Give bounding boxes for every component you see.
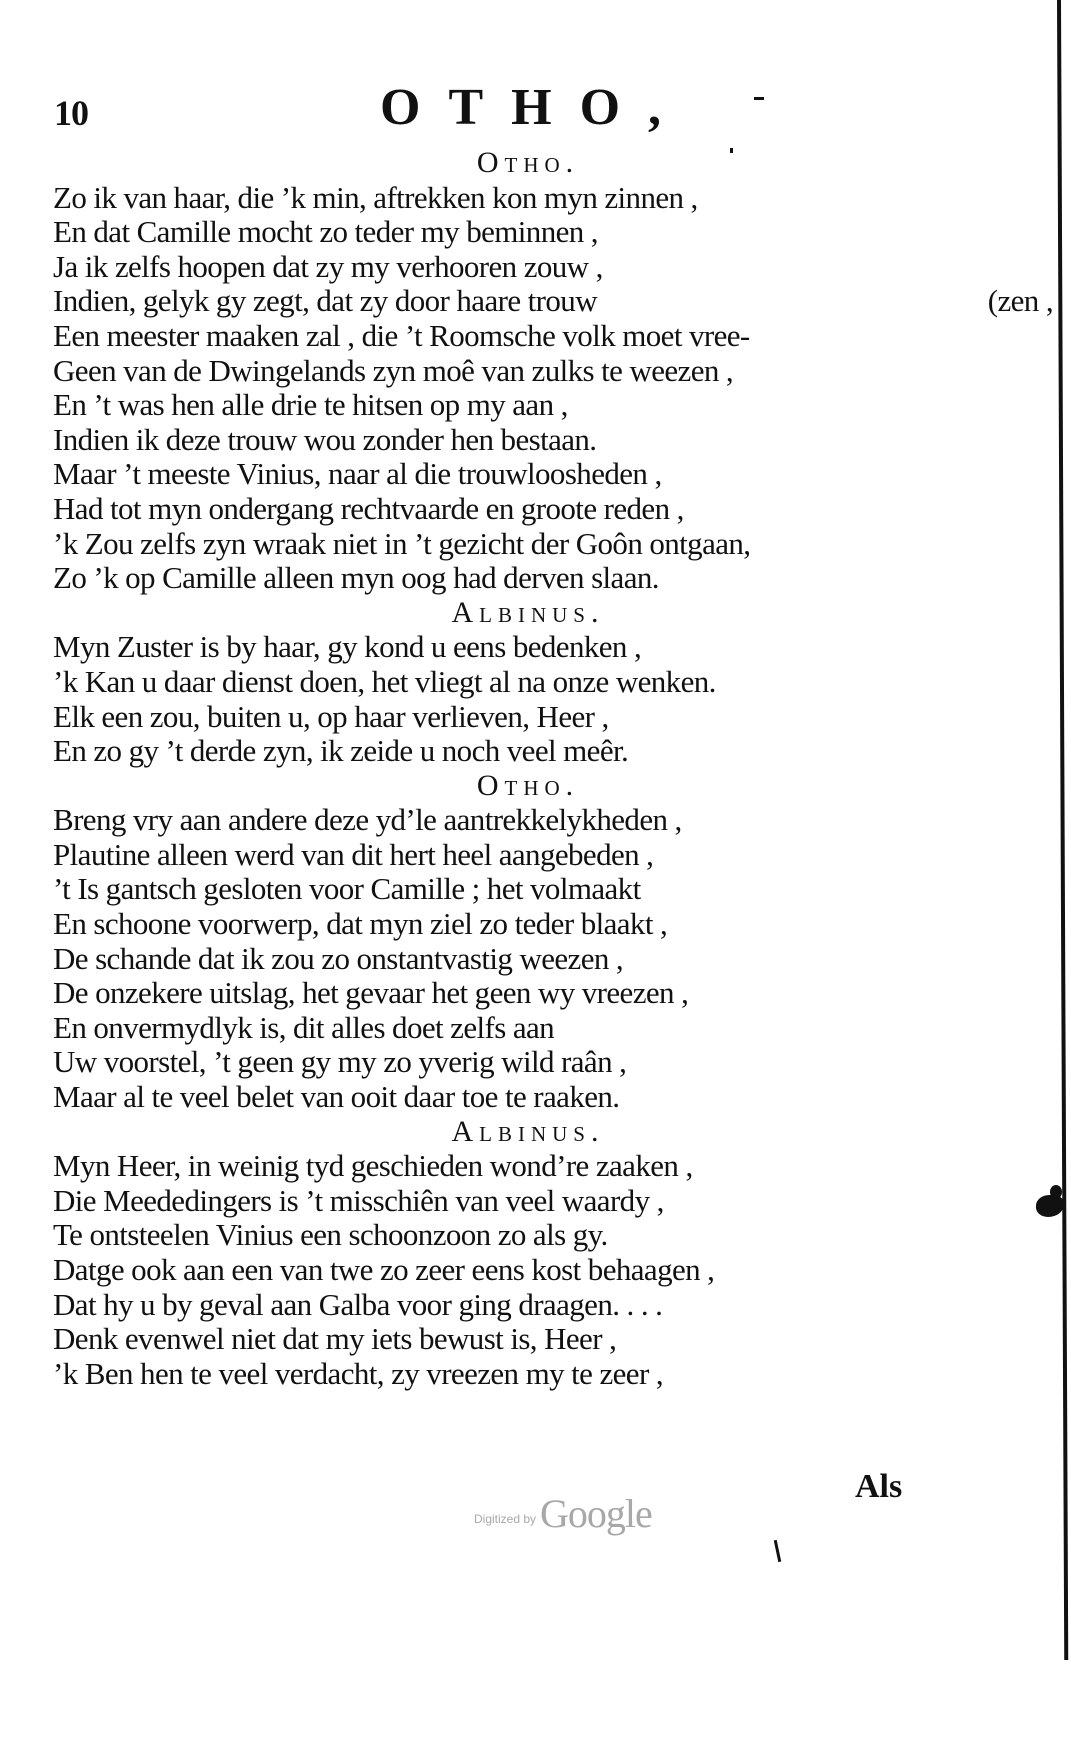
- verse-line: [53, 1218, 1053, 1253]
- verse-text: Te ontsteelen Vinius een schoonzoon zo als gy.: [53, 1217, 608, 1253]
- verse-text: Indien ik deze trouw wou zonder hen bestaan.: [53, 421, 597, 457]
- verse-text: Plautine alleen werd van dit hert heel aangebeden ,: [53, 836, 654, 872]
- verse-line: [53, 284, 1053, 319]
- verse-line: [53, 1357, 1053, 1392]
- speaker-heading: [53, 596, 1003, 631]
- verse-line: [53, 872, 1053, 907]
- verse-line: [53, 700, 1053, 735]
- verse-text: Geen van de Dwingelands zyn moê van zulks te weezen ,: [53, 352, 734, 388]
- verse-turnover: (zen ,: [987, 283, 1053, 319]
- verse-text: ’t Is gantsch gesloten voor Camille ; het volmaakt: [53, 871, 641, 907]
- verse-text: Ja ik zelfs hoopen dat zy my verhooren zouw ,: [53, 248, 603, 284]
- verse-text: En zo gy ’t derde zyn, ik zeide u noch veel meêr.: [53, 733, 629, 769]
- verse-line: [53, 1080, 1053, 1115]
- verse-text: Myn Heer, in weinig tyd geschieden wond’re zaaken ,: [53, 1148, 693, 1184]
- verse-text: En ’t was hen alle drie te hitsen op my aan ,: [53, 387, 568, 423]
- verse-text: Datge ook aan een van twe zo zeer eens kost behaagen ,: [53, 1252, 715, 1287]
- verse-line: [53, 1253, 1053, 1288]
- verse-line: [53, 181, 1053, 216]
- verse-line: [53, 250, 1053, 285]
- verse-text: Denk evenwel niet dat my iets bewust is, Heer ,: [53, 1321, 617, 1357]
- digitized-watermark: [474, 1490, 652, 1537]
- verse-text: Zo ’k op Camille alleen myn oog had derven slaan.: [53, 560, 659, 596]
- verse-text: Breng vry aan andere deze yd’le aantrekkelykheden ,: [53, 802, 682, 838]
- verse-text: Had tot myn ondergang rechtvaarde en groote reden ,: [53, 490, 684, 526]
- verse-line: [53, 803, 1053, 838]
- verse-line: [53, 354, 1053, 389]
- watermark-brand: Google: [540, 1491, 652, 1536]
- verse-line: [53, 423, 1053, 458]
- verse-line: [53, 907, 1053, 942]
- ink-speck: [754, 97, 764, 100]
- verse-text: Maar al te veel belet van ooit daar toe te raaken.: [53, 1079, 620, 1115]
- watermark-prefix: Digitized by: [474, 1512, 537, 1526]
- verse-line: [53, 561, 1053, 596]
- verse-line: [53, 942, 1053, 977]
- verse-text: Een meester maaken zal , die ’t Roomsche volk moet vree-: [53, 317, 750, 353]
- verse-line: [53, 734, 1053, 769]
- verse-text: Dat hy u by geval aan Galba voor ging draagen. . . .: [53, 1286, 663, 1322]
- verse-text: En onvermydlyk is, dit alles doet zelfs aan: [53, 1009, 555, 1045]
- verse-text: Die Meededingers is ’t misschiên van veel waardy ,: [53, 1182, 664, 1218]
- speaker-heading: [53, 146, 1003, 181]
- play-text: [53, 146, 1053, 1391]
- verse-line: [53, 630, 1053, 665]
- verse-text: Maar ’t meeste Vinius, naar al die trouwloosheden ,: [53, 456, 662, 492]
- speaker-name: Otho.: [476, 146, 580, 179]
- verse-line: [53, 215, 1053, 250]
- verse-text: De onzekere uitslag, het gevaar het geen wy vreezen ,: [53, 975, 689, 1011]
- page-edge-rule: [1057, 0, 1068, 1660]
- verse-line: [53, 1149, 1053, 1184]
- verse-text: ’k Ben hen te veel verdacht, zy vreezen my te zeer ,: [53, 1355, 663, 1391]
- page-number: 10: [54, 93, 88, 133]
- speaker-heading: [53, 769, 1003, 804]
- verse-line: [53, 838, 1053, 873]
- speaker-heading: [53, 1115, 1003, 1150]
- verse-text: ’k Zou zelfs zyn wraak niet in ’t gezicht der Goôn ontgaan,: [53, 525, 751, 561]
- ink-speck: [730, 148, 733, 153]
- verse-text: Zo ik van haar, die ’k min, aftrekken kon myn zinnen ,: [53, 179, 698, 215]
- verse-text: Myn Zuster is by haar, gy kond u eens bedenken ,: [53, 629, 642, 665]
- verse-line: [53, 1322, 1053, 1357]
- speaker-name: Albinus.: [451, 1114, 605, 1148]
- speaker-name: Albinus.: [451, 595, 605, 629]
- verse-text: Indien, gelyk gy zegt, dat zy door haare trouw: [53, 283, 597, 319]
- verse-line: [53, 665, 1053, 700]
- verse-line: [53, 457, 1053, 492]
- verse-text: En schoone voorwerp, dat myn ziel zo teder blaakt ,: [53, 906, 668, 942]
- verse-text: Uw voorstel, ’t geen gy my zo yverig wild raân ,: [53, 1044, 627, 1080]
- verse-line: [53, 527, 1053, 562]
- speaker-name: Otho.: [476, 768, 580, 802]
- verse-line: [53, 1184, 1053, 1219]
- ink-speck: [774, 1540, 782, 1562]
- verse-line: [53, 1288, 1053, 1323]
- verse-text: Elk een zou, buiten u, op haar verlieven, Heer ,: [53, 698, 609, 734]
- verse-line: [53, 976, 1053, 1011]
- verse-text: En dat Camille mocht zo teder my beminnen ,: [53, 214, 598, 250]
- verse-line: [53, 492, 1053, 527]
- verse-line: [53, 388, 1053, 423]
- verse-text: ’k Kan u daar dienst doen, het vliegt al na onze wenken.: [53, 663, 716, 699]
- verse-line: [53, 1045, 1053, 1080]
- verse-line: [53, 1011, 1053, 1046]
- running-title: OTHO,: [380, 79, 690, 136]
- verse-text: De schande dat ik zou zo onstantvastig weezen ,: [53, 940, 624, 976]
- verse-line: [53, 319, 1053, 354]
- catchword: Als: [855, 1468, 903, 1505]
